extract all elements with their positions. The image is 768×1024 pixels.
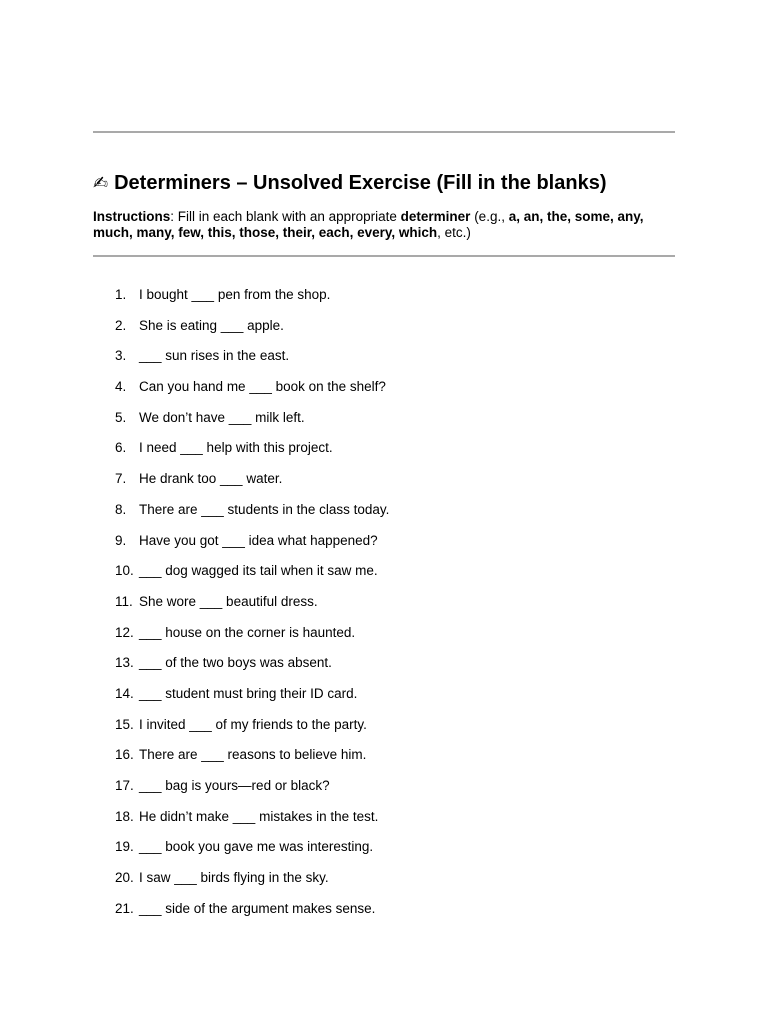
exercise-number: 6.: [115, 440, 127, 456]
exercise-number: 21.: [115, 900, 134, 916]
exercise-number: 20.: [115, 870, 134, 886]
exercise-sentence: ___ sun rises in the east.: [139, 348, 290, 364]
exercise-item: [115, 624, 389, 655]
exercise-item: [115, 777, 389, 808]
exercise-sentence: I saw ___ birds flying in the sky.: [139, 870, 329, 886]
exercise-item: [115, 562, 389, 593]
exercise-number: 13.: [115, 655, 134, 671]
exercise-item: [115, 685, 389, 716]
exercise-item: [115, 378, 389, 409]
instructions-keyword: determiner: [400, 209, 471, 224]
exercise-number: 5.: [115, 409, 127, 425]
exercise-sentence: Have you got ___ idea what happened?: [139, 532, 378, 548]
exercise-number: 11.: [115, 593, 133, 609]
instructions-examples: a, an, the, some, any, much, many, few, this, those, their, each, every, which: [93, 209, 644, 240]
exercise-number: 17.: [115, 778, 134, 793]
exercise-sentence: There are ___ students in the class today.: [139, 501, 390, 517]
exercise-list: [115, 286, 389, 930]
exercise-sentence: Can you hand me ___ book on the shelf?: [139, 379, 386, 395]
exercise-number: 14.: [115, 685, 134, 701]
exercise-number: 19.: [115, 839, 134, 855]
page-title: [93, 170, 693, 197]
exercise-number: 15.: [115, 716, 134, 732]
exercise-item: [115, 286, 389, 317]
exercise-sentence: ___ side of the argument makes sense.: [139, 900, 376, 916]
instructions-label: Instructions: [93, 209, 171, 224]
exercise-number: 12.: [115, 624, 134, 640]
exercise-number: 3.: [115, 348, 127, 364]
pen-writing-icon: ✍: [93, 173, 109, 194]
exercise-number: 16.: [115, 747, 134, 763]
page-title-text: Determiners – Unsolved Exercise (Fill in the blanks): [114, 172, 607, 194]
instructions-paragraph: [93, 209, 678, 241]
exercise-item: [115, 838, 389, 869]
instructions-text: : Fill in each blank with an appropriate: [170, 209, 401, 224]
exercise-number: 18.: [115, 808, 134, 824]
exercise-item: [115, 532, 389, 563]
exercise-sentence: We don’t have ___ milk left.: [139, 409, 305, 425]
section-divider: [93, 255, 675, 257]
exercise-number: 1.: [115, 287, 127, 302]
exercise-sentence: ___ book you gave me was interesting.: [139, 839, 374, 855]
exercise-item: [115, 593, 389, 624]
exercise-sentence: I invited ___ of my friends to the party.: [139, 716, 367, 732]
exercise-item: [115, 317, 389, 348]
exercise-item: [115, 869, 389, 900]
exercise-item: [115, 900, 389, 931]
exercise-number: 8.: [115, 501, 127, 517]
exercise-item: [115, 470, 389, 501]
instructions-suffix: , etc.): [437, 225, 471, 240]
exercise-sentence: ___ dog wagged its tail when it saw me.: [139, 563, 378, 579]
exercise-number: 4.: [115, 379, 127, 395]
exercise-sentence: There are ___ reasons to believe him.: [139, 747, 367, 763]
exercise-item: [115, 716, 389, 747]
exercise-number: 10.: [115, 563, 134, 579]
exercise-sentence: I need ___ help with this project.: [139, 440, 333, 456]
exercise-sentence: ___ of the two boys was absent.: [139, 655, 332, 671]
exercise-sentence: I bought ___ pen from the shop.: [139, 287, 331, 302]
exercise-sentence: ___ house on the corner is haunted.: [139, 624, 356, 640]
exercise-sentence: She wore ___ beautiful dress.: [139, 593, 318, 609]
exercise-item: [115, 654, 389, 685]
instructions-eg-prefix: (e.g.,: [470, 209, 509, 224]
exercise-item: [115, 347, 389, 378]
exercise-item: [115, 746, 389, 777]
exercise-item: [115, 439, 389, 470]
exercise-number: 9.: [115, 532, 127, 548]
exercise-number: 2.: [115, 317, 127, 333]
exercise-sentence: She is eating ___ apple.: [139, 317, 284, 333]
exercise-sentence: ___ bag is yours—red or black?: [139, 778, 330, 793]
exercise-sentence: He drank too ___ water.: [139, 471, 283, 487]
exercise-item: [115, 501, 389, 532]
exercise-sentence: ___ student must bring their ID card.: [139, 685, 358, 701]
exercise-sentence: He didn’t make ___ mistakes in the test.: [139, 808, 379, 824]
exercise-number: 7.: [115, 471, 127, 487]
top-divider: [93, 131, 675, 133]
exercise-item: [115, 808, 389, 839]
exercise-item: [115, 409, 389, 440]
